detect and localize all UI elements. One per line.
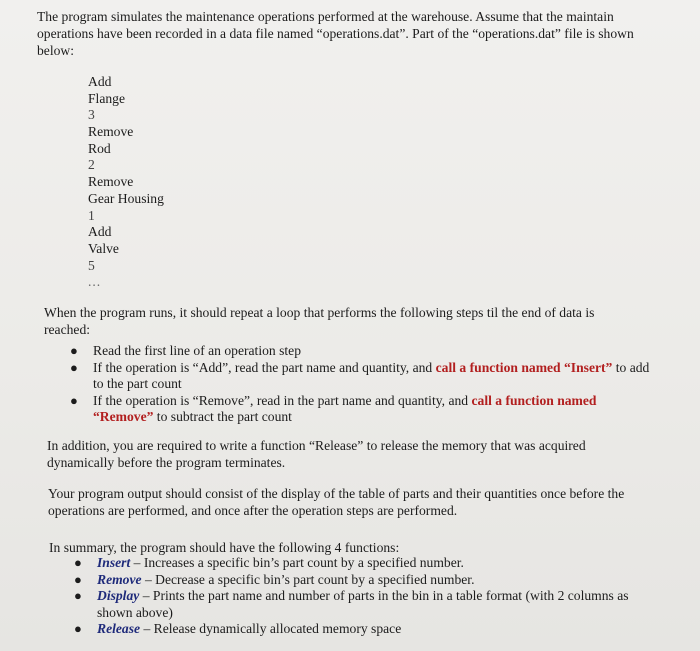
- function-name: Release: [97, 621, 141, 637]
- file-line: Add: [88, 74, 112, 89]
- step-emphasis: call a function named “Insert”: [435, 359, 613, 375]
- list-item: [74, 571, 657, 589]
- step-text-after: to subtract the part count: [153, 409, 292, 425]
- file-line: Flange: [88, 90, 125, 106]
- file-line: Rod: [88, 140, 111, 156]
- file-excerpt: [88, 74, 164, 291]
- file-line: Valve: [88, 240, 119, 256]
- function-name: Remove: [97, 571, 142, 587]
- file-line: Remove: [88, 174, 134, 190]
- list-item: [74, 555, 657, 572]
- file-line: Gear Housing: [88, 190, 164, 206]
- function-name: Insert: [97, 555, 131, 570]
- file-line: 5: [88, 257, 95, 273]
- loop-steps-list: [70, 343, 653, 426]
- step-text: If the operation is “Add”, read the part name and quantity, and: [93, 359, 436, 375]
- loop-intro-paragraph: When the program runs, it should repeat a loop that performs the following steps til the end of data is reached:: [44, 305, 595, 337]
- file-line: 2: [88, 157, 95, 173]
- file-line: Remove: [88, 124, 134, 140]
- step-text: Read the first line of an operation step: [93, 343, 301, 358]
- file-line: 3: [88, 107, 95, 123]
- list-item: [70, 343, 653, 360]
- bullet-icon: ●: [70, 359, 78, 375]
- bullet-icon: ●: [70, 343, 78, 358]
- intro-paragraph: The program simulates the maintenance operations performed at the warehouse. Assume that the maintain operations have been recorded in a data file named “operations.dat”. Part of the “operations.dat” file is shown below:: [37, 9, 634, 58]
- list-item: [74, 588, 657, 621]
- function-desc: – Prints the part name and number of parts in the bin in a table format (with 2 columns as shown above): [97, 588, 629, 620]
- file-line: Add: [88, 224, 112, 240]
- step-text: If the operation is “Remove”, read in the part name and quantity, and: [93, 392, 472, 408]
- list-item: [74, 621, 657, 638]
- step-emphasis: call a function named “Remove”: [93, 392, 597, 425]
- bullet-icon: ●: [70, 392, 78, 408]
- bullet-icon: ●: [74, 588, 82, 604]
- step-text-after: to add to the part count: [93, 359, 650, 392]
- function-desc: – Increases a specific bin’s part count by a specified number.: [130, 555, 464, 570]
- file-line: 1: [88, 207, 95, 223]
- functions-list: [74, 555, 657, 638]
- output-paragraph: Your program output should consist of the display of the table of parts and their quantities once before the operations are performed, and once after the operation steps are performed.: [48, 486, 625, 518]
- function-name: Display: [97, 588, 140, 604]
- summary-intro: In summary, the program should have the following 4 functions:: [49, 540, 400, 555]
- release-paragraph: In addition, you are required to write a function “Release” to release the memory that was acquired dynamically before the program terminates.: [47, 438, 586, 470]
- list-item: [70, 359, 653, 393]
- list-item: [70, 392, 653, 426]
- bullet-icon: ●: [74, 555, 82, 570]
- function-desc: – Release dynamically allocated memory space: [140, 621, 402, 637]
- function-desc: – Decrease a specific bin’s part count by a specified number.: [141, 571, 475, 587]
- file-line-ellipsis: ...: [88, 274, 102, 290]
- bullet-icon: ●: [74, 621, 82, 637]
- bullet-icon: ●: [74, 571, 82, 587]
